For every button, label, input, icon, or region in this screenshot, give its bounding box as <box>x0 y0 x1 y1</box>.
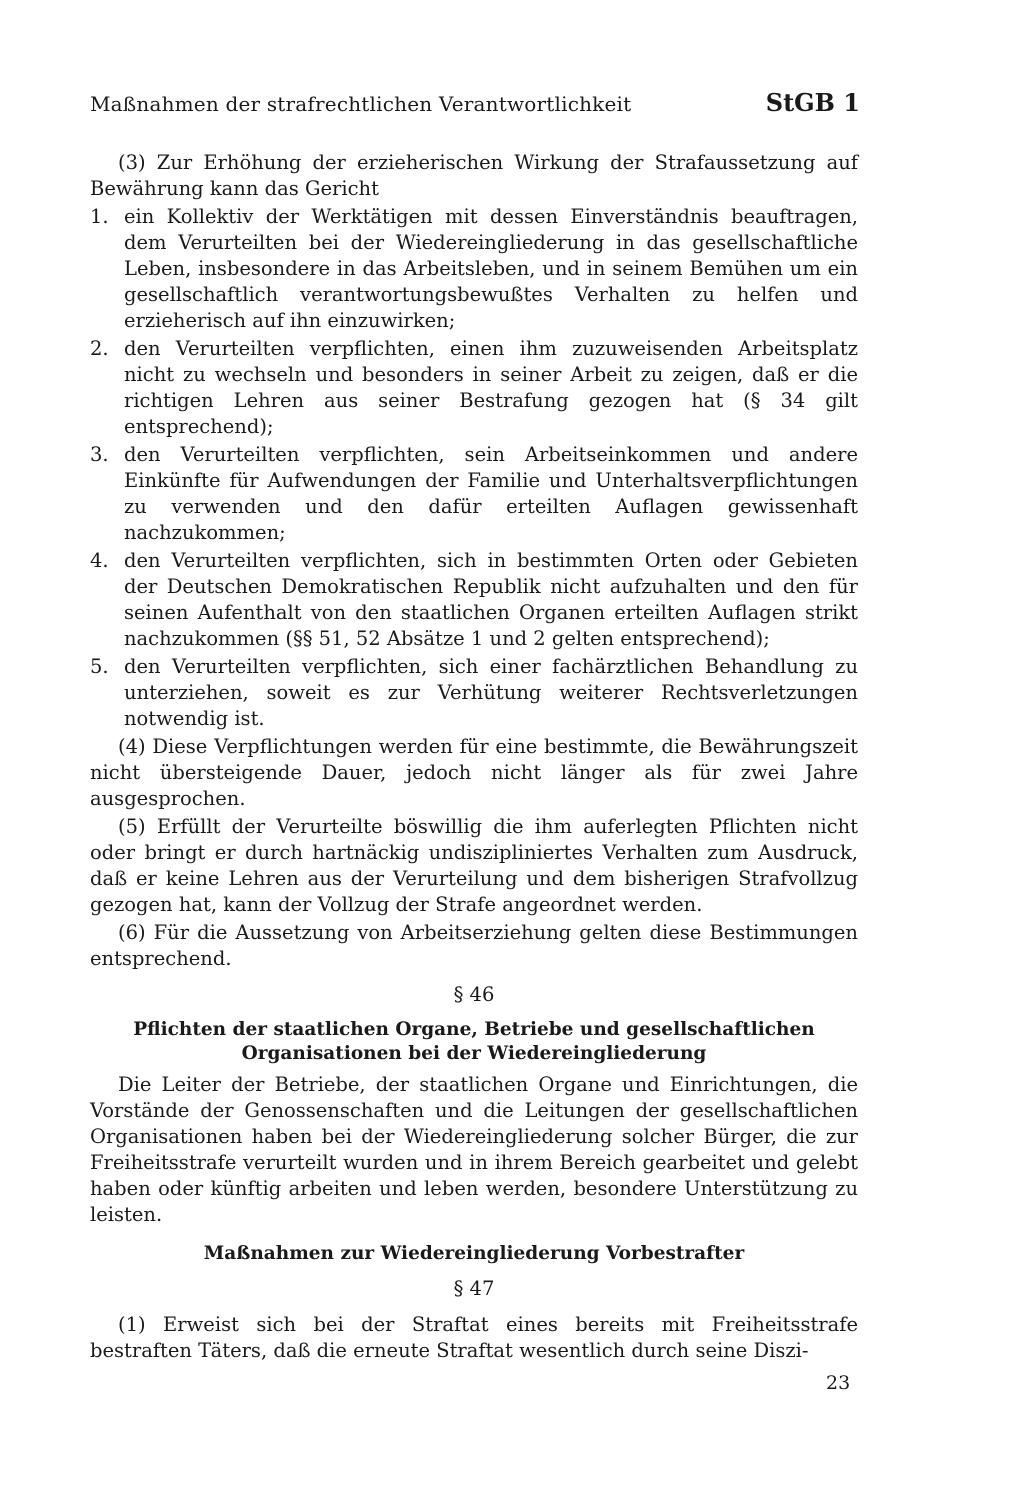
list-item-number: 1. <box>90 205 109 228</box>
page-number: 23 <box>826 1372 851 1394</box>
list-item-text: den Verurteilten verpflichten, sich in bestimmten Orten oder Gebieten der Deutschen Demokratischen Republik nicht aufzuhalten und den für seinen Aufenthalt von den staatlichen Organen erteilten Auflagen strikt nachzukommen (§§ 51, 52 Absätze 1 und 2 gelten entsprechend); <box>124 549 858 650</box>
law-code: StGB 1 <box>765 88 860 117</box>
list-item-text: ein Kollektiv der Werktätigen mit dessen Einverständnis beauftragen, dem Verurteilten bei der Wiedereingliederung in das gesellschaftliche Leben, insbesondere in das Arbeitsleben, und in seinem Bemühen um ein gesellschaftlich verantwortungsbewußtes Verhalten zu helfen und erzieherisch auf ihn einzuwirken; <box>124 205 858 332</box>
list-item <box>90 442 858 546</box>
paragraph-47-1: (1) Erweist sich bei der Straftat eines bereits mit Freiheitsstrafe bestraften Täters, daß die erneute Straftat wesentlich durch seine Diszi- <box>90 1313 858 1362</box>
list-item-text: den Verurteilten verpflichten, sich einer fachärztlichen Behandlung zu unterziehen, soweit es zur Verhütung weiterer Rechtsverletzungen notwendig ist. <box>124 655 858 730</box>
list-item-number: 5. <box>90 655 109 678</box>
paragraph-3: (3) Zur Erhöhung der erzieherischen Wirkung der Strafaussetzung auf Bewährung kann das Gericht <box>90 151 858 200</box>
list-item <box>90 204 858 334</box>
list-item <box>90 336 858 440</box>
running-header <box>90 88 870 122</box>
list-item-number: 2. <box>90 337 109 360</box>
header-title: Maßnahmen der strafrechtlichen Verantwortlichkeit <box>90 92 632 116</box>
list-item-number: 3. <box>90 443 109 466</box>
section-number-46: § 46 <box>453 983 495 1006</box>
list-item <box>90 654 858 732</box>
section-heading-47: Maßnahmen zur Wiedereingliederung Vorbestrafter <box>203 1243 745 1264</box>
section-heading-46 <box>90 1018 858 1066</box>
paragraph-6: (6) Für die Aussetzung von Arbeitserziehung gelten diese Bestimmungen entsprechend. <box>90 921 858 970</box>
list-item-text: den Verurteilten verpflichten, sein Arbeitseinkommen und andere Einkünfte für Aufwendungen der Familie und Unterhaltsverpflichtungen zu verwenden und den dafür erteilten Auflagen gewissenhaft nachzukommen; <box>124 443 858 544</box>
paragraph-4: (4) Diese Verpflichtungen werden für eine bestimmte, die Bewährungszeit nicht übersteigende Dauer, jedoch nicht länger als für zwei Jahre ausgesprochen. <box>90 735 858 810</box>
section-heading-46-line-1: Pflichten der staatlichen Organe, Betriebe und gesellschaftlichen <box>133 1019 815 1040</box>
paragraph-5: (5) Erfüllt der Verurteilte böswillig die ihm auferlegten Pflichten nicht oder bringt er durch hartnäckig undiszipliniertes Verhalten zum Ausdruck, daß er keine Lehren aus der Verurteilung und dem bisherigen Strafvollzug gezogen hat, kann der Vollzug der Strafe angeordnet werden. <box>90 815 858 916</box>
section-number-47: § 47 <box>453 1277 495 1300</box>
section-heading-46-line-2: Organisationen bei der Wiedereingliederung <box>241 1043 707 1064</box>
list-item <box>90 548 858 652</box>
paragraph-46: Die Leiter der Betriebe, der staatlichen Organe und Einrichtungen, die Vorstände der Genossenschaften und die Leitungen der gesellschaftlichen Organisationen haben bei der Wiedereingliederung solcher Bürger, die zur Freiheitsstrafe verurteilt wurden und in ihrem Bereich gearbeitet und gelebt haben oder künftig arbeiten und leben werden, besondere Unterstützung zu leisten. <box>90 1073 858 1226</box>
list-item-number: 4. <box>90 549 109 572</box>
page-body <box>90 150 858 1366</box>
list-item-text: den Verurteilten verpflichten, einen ihm zuzuweisenden Arbeitsplatz nicht zu wechseln und besonders in seiner Arbeit zu zeigen, daß er die richtigen Lehren aus seiner Bestrafung gezogen hat (§ 34 gilt entsprechend); <box>124 337 858 438</box>
